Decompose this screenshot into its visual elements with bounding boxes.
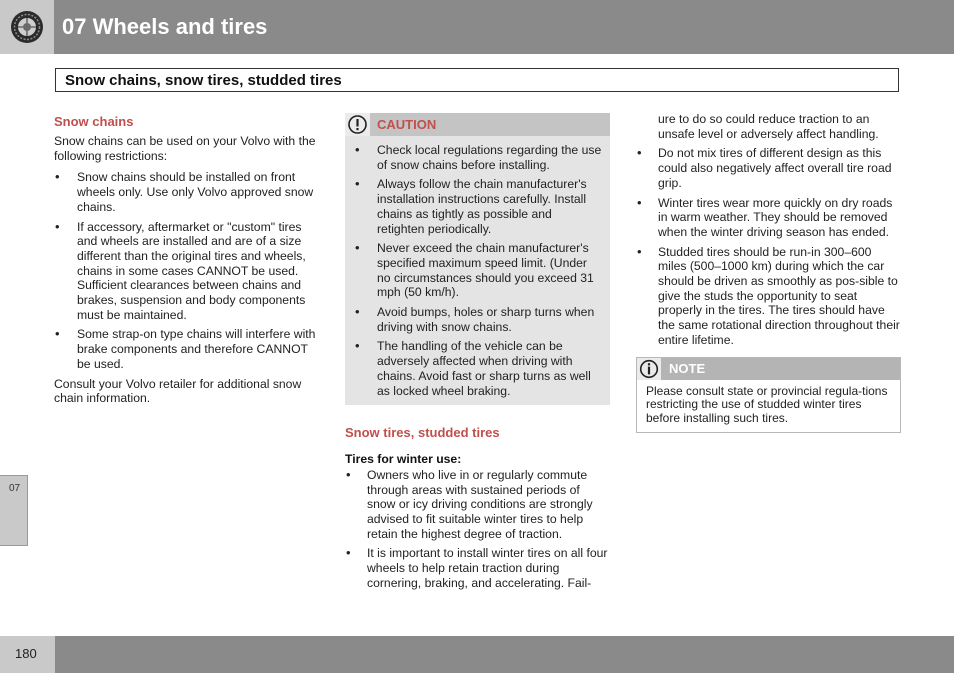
list-item: • It is important to install winter tires on all four wheels to help retain traction during cornering, braking, and accelerating. Fail- <box>345 546 610 590</box>
list-item: • The handling of the vehicle can be adversely affected when driving with chains. Avoid fast or sharp turns as well as locked wheel braking. <box>354 339 602 398</box>
note-header <box>637 358 900 380</box>
note-box <box>636 357 901 433</box>
caution-box <box>345 113 610 405</box>
winter-tires-list <box>345 468 610 591</box>
list-item: • Do not mix tires of different design as this could also negatively affect overall tire road grip. <box>636 146 901 190</box>
list-item: • Owners who live in or regularly commute through areas with sustained periods of snow or icy driving conditions are strongly advised to fit suitable winter tires to help retain the highest degree of traction. <box>345 468 610 542</box>
warning-icon <box>345 113 370 136</box>
snow-chains-list <box>54 170 324 371</box>
list-item: • Some strap-on type chains will interfere with brake components and therefore CANNOT be used. <box>54 327 324 371</box>
list-item: • Never exceed the chain manufacturer's specified maximum speed limit. (Under no circumstances should you exceed 31 mph (50 km/h). <box>354 241 602 300</box>
page-header <box>0 0 954 54</box>
winter-use-subheading: Tires for winter use: <box>345 452 462 467</box>
tire-icon <box>9 9 45 45</box>
column-continued <box>636 112 901 433</box>
snow-chains-intro: Snow chains can be used on your Volvo with the following restrictions: <box>54 134 316 163</box>
list-item: • Studded tires should be run-in 300–600 miles (500–1000 km) during which the car should be driven as smoothly as pos-sible to give the studs the opportunity to seat properly in the tires. The tires should have the same rotational direction throughout their entire lifetime. <box>636 245 901 348</box>
studded-tires-list <box>636 146 901 347</box>
column-snow-chains <box>54 114 324 406</box>
continued-text: ure to do so could reduce traction to an unsafe level or adversely affect handling. <box>658 112 879 141</box>
page-footer <box>0 636 954 673</box>
column-caution-winter-tires <box>345 113 610 596</box>
info-icon <box>637 358 661 380</box>
section-title: Snow chains, snow tires, studded tires <box>65 72 342 89</box>
snow-tires-heading: Snow tires, studded tires <box>345 425 500 441</box>
chapter-icon-box <box>0 0 54 54</box>
list-item: • Avoid bumps, holes or sharp turns when driving with snow chains. <box>354 305 602 334</box>
page-number: 180 <box>15 646 37 661</box>
chapter-title: 07 Wheels and tires <box>62 14 268 39</box>
snow-chains-heading: Snow chains <box>54 114 134 129</box>
list-item: • If accessory, aftermarket or "custom" tires and wheels are installed and are of a size different than the original tires and wheels, chains in some cases CANNOT be used. Sufficient clearances between chains and brakes, suspension and body components must be maintained. <box>54 220 324 323</box>
chapter-side-tab <box>0 475 28 546</box>
chapter-tab-label: 07 <box>9 483 21 494</box>
section-title-bar <box>55 68 899 92</box>
snow-chains-outro: Consult your Volvo retailer for additional snow chain information. <box>54 376 302 406</box>
list-item: • Check local regulations regarding the use of snow chains before installing. <box>354 143 602 172</box>
caution-header <box>345 113 610 136</box>
list-item: • Winter tires wear more quickly on dry roads in warm weather. They should be removed when the winter driving season has ended. <box>636 196 901 240</box>
note-text: Please consult state or provincial regula-tions restricting the use of studded winter tires before installing such tires. <box>646 383 888 426</box>
list-item: • Snow chains should be installed on front wheels only. Use only Volvo approved snow chains. <box>54 170 324 214</box>
list-item: • Always follow the chain manufacturer's installation instructions carefully. Install chains as tightly as possible and retighten periodically. <box>354 177 602 236</box>
caution-list <box>345 143 610 398</box>
note-label: NOTE <box>669 360 706 376</box>
caution-label: CAUTION <box>377 117 437 132</box>
page-number-box <box>0 636 55 673</box>
